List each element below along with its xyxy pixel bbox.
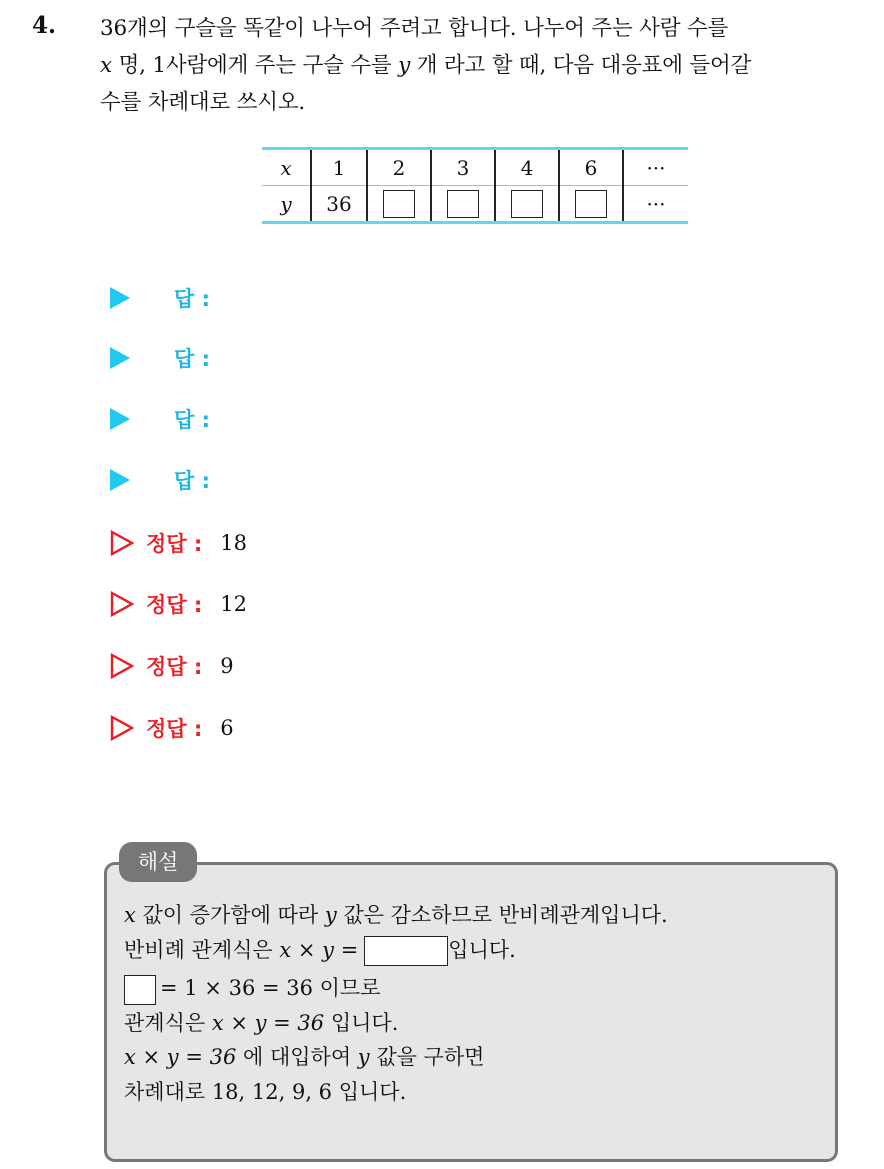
explanation-text	[124, 898, 824, 1109]
explanation-line-2-b: 입니다.	[448, 937, 516, 962]
math-expression: x × y = 36	[124, 1045, 237, 1069]
answer-row[interactable]	[110, 283, 210, 313]
correct-label: 정답 :	[146, 593, 203, 617]
table-cell: 36	[311, 186, 367, 223]
question-text	[100, 10, 870, 121]
table-cell: 1	[311, 149, 367, 186]
blank-box-wide[interactable]	[364, 936, 448, 966]
explanation-line-1	[124, 898, 824, 933]
explanation-line-5-a: 에 대입하여	[236, 1045, 358, 1069]
blank-box[interactable]	[383, 190, 415, 218]
correct-label: 정답 :	[146, 655, 203, 679]
question-line-2	[100, 47, 870, 84]
question-number: 4.	[32, 12, 57, 39]
outline-triangle-icon	[110, 591, 134, 617]
question-line-2-b: 개 라고 할 때, 다음 대응표에 들어갈	[410, 53, 752, 78]
answer-label: 답 :	[174, 287, 210, 311]
blank-box[interactable]	[124, 975, 156, 1005]
outline-triangle-icon	[110, 530, 134, 556]
blank-box[interactable]	[447, 190, 479, 218]
question-line-3: 수를 차례대로 쓰시오.	[100, 90, 306, 115]
explanation-line-1-b: 값은 감소하므로 반비례관계입니다.	[336, 903, 668, 927]
outline-triangle-icon	[110, 715, 134, 741]
correct-value: 6	[220, 716, 234, 740]
correct-answer-row	[110, 587, 247, 621]
answer-row[interactable]	[110, 343, 210, 373]
var-x: x	[124, 903, 136, 927]
explanation-tag: 해설	[119, 842, 197, 882]
correct-label: 정답 :	[146, 717, 203, 741]
answer-label: 답 :	[174, 469, 210, 493]
blank-box[interactable]	[511, 190, 543, 218]
table-cell: 3	[431, 149, 495, 186]
explanation-line-2-a: 반비례 관계식은	[124, 937, 280, 962]
correct-value: 12	[220, 592, 248, 616]
table-cell-ellipsis: ···	[623, 149, 688, 186]
var-y: y	[324, 903, 337, 927]
var-x: x	[100, 53, 112, 78]
correct-answer-row	[110, 526, 247, 560]
correct-value: 9	[220, 654, 234, 678]
table-cell-blank[interactable]	[559, 186, 623, 223]
explanation-line-3-text: = 1 × 36 = 36 이므로	[160, 976, 381, 1000]
explanation-line-6: 차례대로 18, 12, 9, 6 입니다.	[124, 1079, 407, 1104]
explanation-line-4-b: 입니다.	[324, 1010, 399, 1035]
explanation-line-5-b: 값을 구하면	[369, 1045, 485, 1069]
play-triangle-icon	[110, 408, 130, 430]
correct-label: 정답 :	[146, 532, 203, 556]
table-cell-blank[interactable]	[367, 186, 431, 223]
answer-label: 답 :	[174, 408, 210, 432]
blank-box[interactable]	[575, 190, 607, 218]
var-y: y	[357, 1045, 370, 1069]
play-triangle-icon	[110, 347, 130, 369]
table-cell-ellipsis: ···	[623, 186, 688, 223]
question-line-1: 36개의 구슬을 똑같이 나누어 주려고 합니다. 나누어 주는 사람 수를	[100, 16, 729, 41]
explanation-line-4-a: 관계식은	[124, 1010, 212, 1035]
correspondence-table	[262, 147, 688, 224]
correct-value: 18	[220, 531, 248, 555]
correct-answer-row	[110, 649, 234, 683]
explanation-line-3	[124, 971, 824, 1006]
outline-triangle-icon	[110, 653, 134, 679]
math-expression: x × y = 36	[211, 1010, 325, 1035]
table-cell: 4	[495, 149, 559, 186]
correct-answer-row	[110, 711, 234, 745]
explanation-line-2	[124, 933, 824, 968]
table-cell: 6	[559, 149, 623, 186]
table-row-y	[262, 186, 688, 223]
math-expression: x × y =	[279, 937, 359, 962]
explanation-line-4	[124, 1006, 824, 1041]
play-triangle-icon	[110, 287, 130, 309]
play-triangle-icon	[110, 469, 130, 491]
table-header-x: x	[262, 149, 311, 186]
table-header-y: y	[262, 186, 311, 223]
answer-row[interactable]	[110, 404, 210, 434]
explanation-line-1-a: 값이 증가함에 따라	[135, 903, 325, 927]
explanation-line-5	[124, 1040, 824, 1075]
table-cell-blank[interactable]	[495, 186, 559, 223]
answer-label: 답 :	[174, 347, 210, 371]
var-y: y	[398, 53, 411, 78]
question-line-2-a: 명, 1사람에게 주는 구슬 수를	[111, 53, 399, 78]
table-cell: 2	[367, 149, 431, 186]
answer-row[interactable]	[110, 465, 210, 495]
table-row-x	[262, 149, 688, 186]
table-cell-blank[interactable]	[431, 186, 495, 223]
